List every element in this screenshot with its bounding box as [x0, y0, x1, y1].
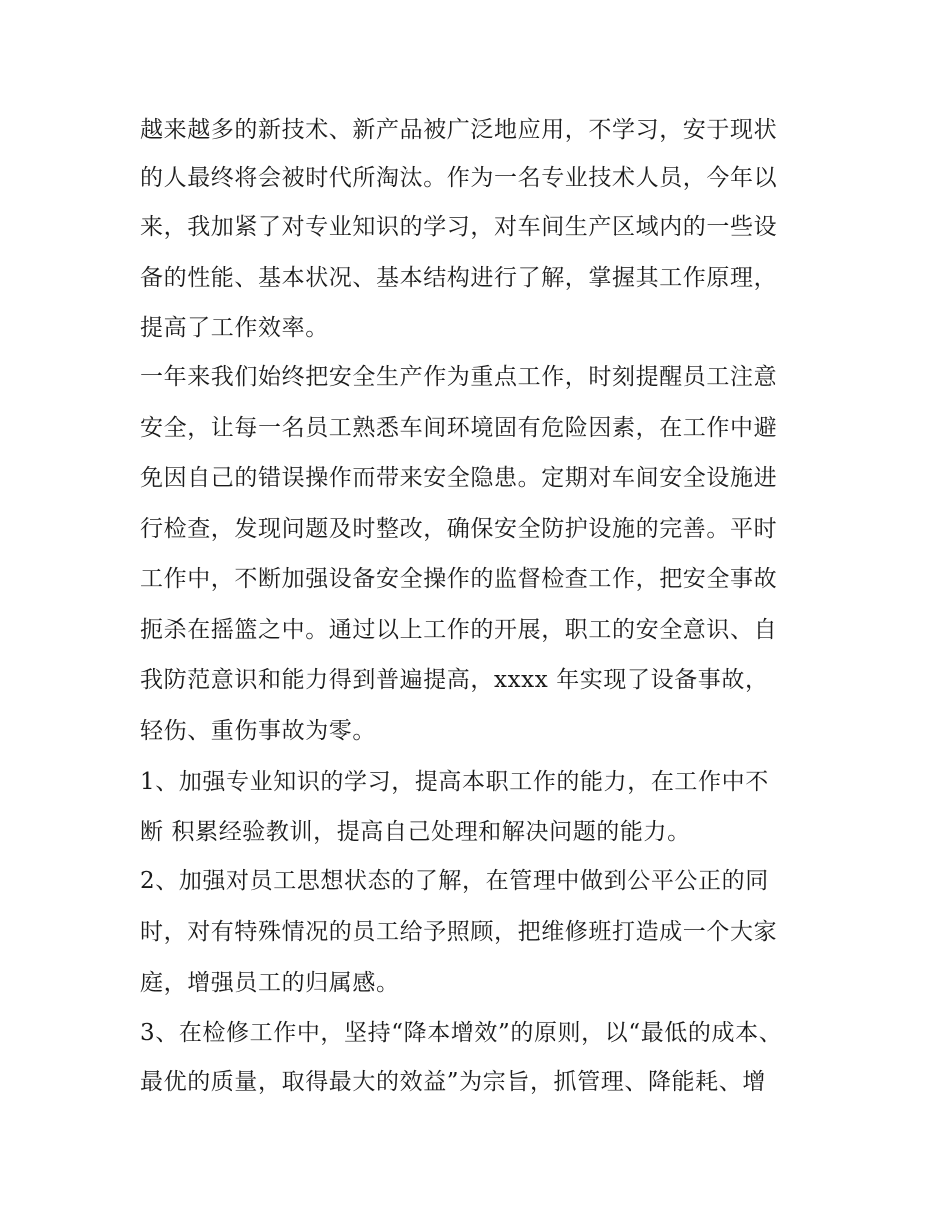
text-line: 一年来我们始终把安全生产作为重点工作，时刻提醒员工注意: [140, 364, 778, 390]
text-line: 工作中，不断加强设备安全操作的监督检查工作，把安全事故: [140, 566, 778, 592]
text-line: 免因自己的错误操作而带来安全隐患。定期对车间安全设施进: [140, 465, 778, 491]
text-line: 3、在检修工作中，坚持“降本增效”的原则，以“最低的成本、: [140, 1020, 783, 1046]
text-line: 庭，增强员工的归属感。: [140, 970, 400, 996]
text-line: 时，对有特殊情况的员工给予照顾，把维修班打造成一个大家: [140, 919, 778, 945]
text-line: 2、加强对员工思想状态的了解，在管理中做到公平公正的同: [140, 868, 769, 894]
text-line: 轻伤、重伤事故为零。: [140, 718, 376, 744]
text-line: 提高了工作效率。: [140, 315, 329, 341]
text-line: 断 积累经验教训，提高自己处理和解决问题的能力。: [140, 819, 691, 845]
text-line: 扼杀在摇篮之中。通过以上工作的开展，职工的安全意识、自: [140, 617, 778, 643]
text-line: 最优的质量，取得最大的效益”为宗旨，抓管理、降能耗、增: [140, 1069, 766, 1095]
text-line: 安全，让每一名员工熟悉车间环境固有危险因素，在工作中避: [140, 415, 778, 441]
text-line: 行检查，发现问题及时整改，确保安全防护设施的完善。平时: [140, 516, 778, 542]
text-line: 备的性能、基本状况、基本结构进行了解，掌握其工作原理，: [140, 265, 778, 291]
text-line: 越来越多的新技术、新产品被广泛地应用，不学习，安于现状: [140, 117, 778, 143]
text-line: 的人最终将会被时代所淘汰。作为一名专业技术人员，今年以: [140, 165, 778, 191]
text-line: 1、加强专业知识的学习，提高本职工作的能力，在工作中不: [140, 769, 769, 795]
text-line: 我防范意识和能力得到普遍提高，xxxx 年实现了设备事故，: [140, 667, 769, 693]
text-line: 来，我加紧了对专业知识的学习，对车间生产区域内的一些设: [140, 214, 778, 240]
